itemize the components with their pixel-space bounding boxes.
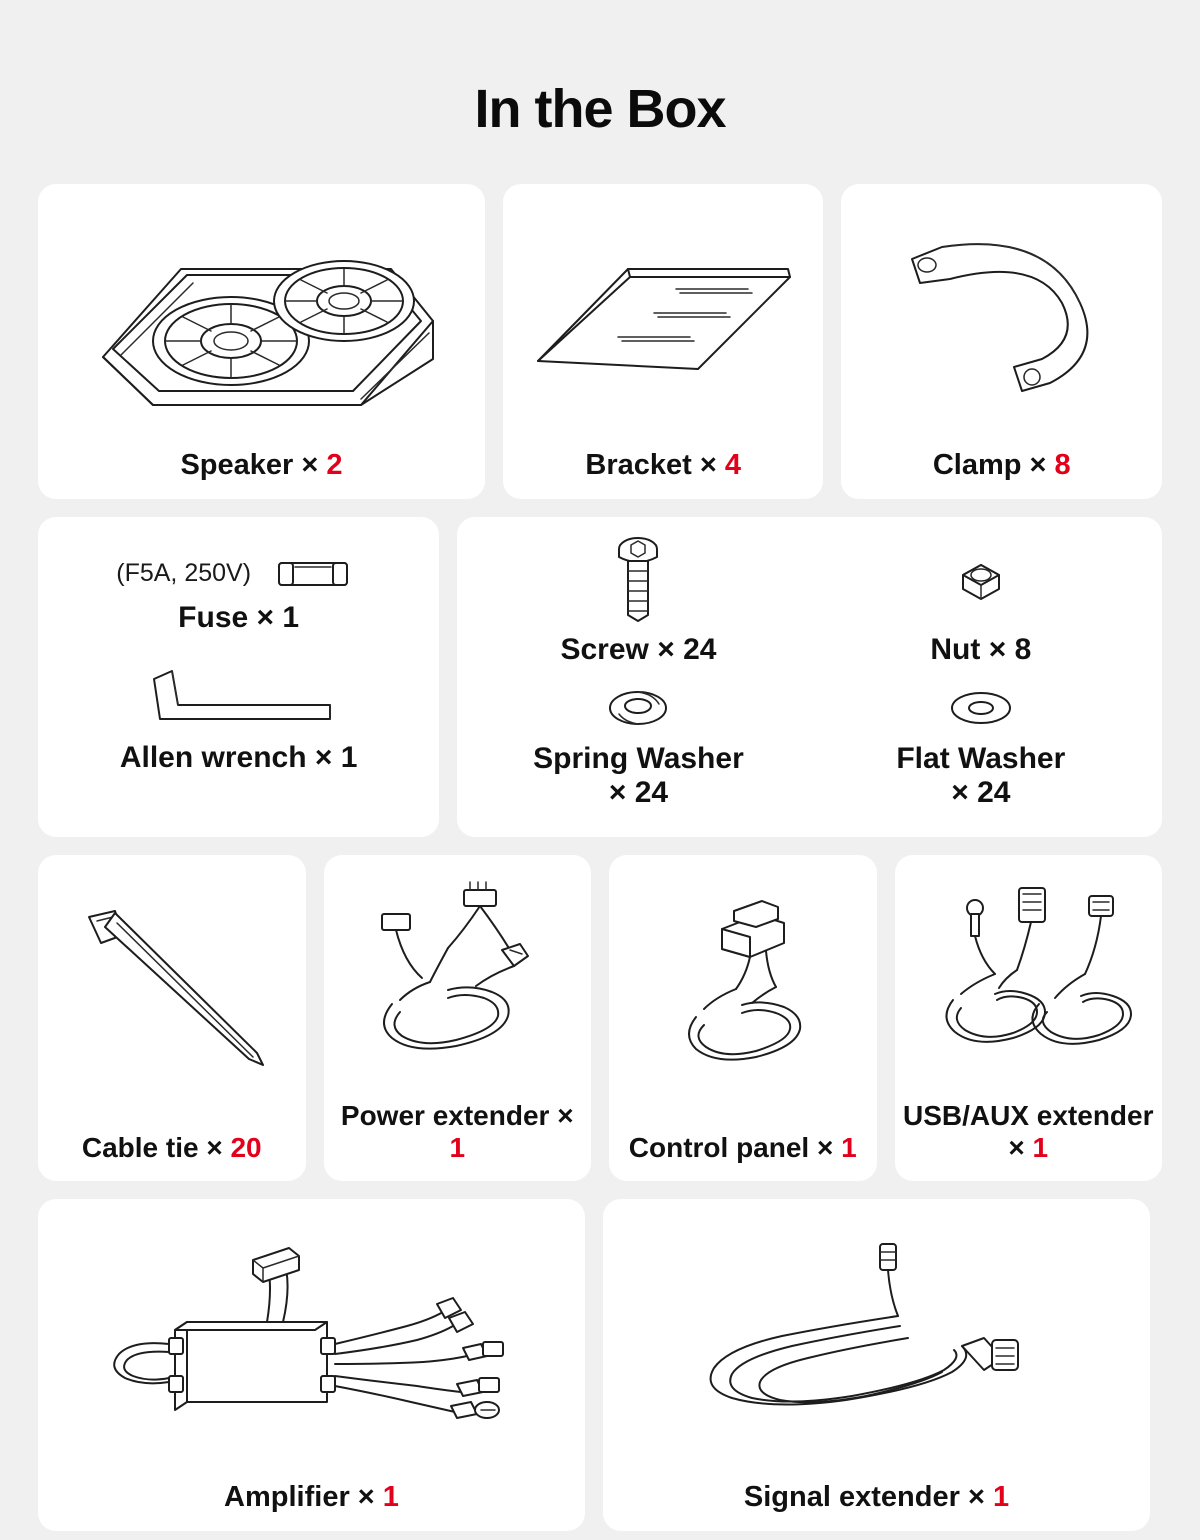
item-quantity: 24 — [683, 633, 717, 666]
item-multiplier: × — [988, 633, 1007, 666]
item-multiplier: × — [206, 1131, 223, 1163]
item-label-clamp — [841, 449, 1162, 499]
item-name: Allen wrench — [119, 741, 307, 774]
fastener-flat-washer — [810, 678, 1152, 825]
item-name: Screw — [560, 633, 649, 666]
page-title: In the Box — [474, 79, 726, 139]
item-multiplier: × — [301, 448, 319, 481]
item-label-bracket — [503, 449, 824, 499]
item-card-control-panel — [609, 855, 877, 1181]
fastener-spring-washer — [467, 678, 809, 825]
item-name: Clamp — [932, 448, 1022, 481]
item-label-amplifier — [38, 1481, 585, 1531]
item-multiplier: × — [1029, 448, 1047, 481]
item-label-allen-wrench — [120, 741, 358, 775]
item-quantity: 24 — [977, 775, 1011, 809]
item-label-flat-washer — [896, 742, 1065, 809]
item-multiplier: × — [357, 1480, 375, 1513]
item-quantity: 1 — [841, 1131, 857, 1163]
item-card-amplifier — [38, 1199, 585, 1531]
item-label-screw — [560, 633, 716, 667]
item-label-cable-tie — [38, 1132, 306, 1181]
item-quantity: 20 — [230, 1131, 262, 1163]
item-card-power-extender — [324, 855, 592, 1181]
cable-tie-icon — [38, 855, 306, 1132]
item-quantity: 8 — [1054, 448, 1071, 481]
power-extender-icon — [324, 855, 592, 1100]
item-multiplier: × — [699, 448, 717, 481]
item-name: USB/AUX extender — [902, 1100, 1154, 1132]
speaker-icon — [38, 184, 485, 449]
item-name: Nut — [930, 633, 981, 666]
nut-icon — [941, 531, 1021, 627]
row-1 — [38, 184, 1162, 499]
item-card-usb-aux-extender — [895, 855, 1163, 1181]
item-label-speaker — [38, 449, 485, 499]
item-label-usb-aux-extender — [895, 1100, 1163, 1181]
item-label-fuse — [178, 601, 299, 635]
item-quantity: 2 — [326, 448, 343, 481]
item-quantity: 1 — [382, 1480, 399, 1513]
item-label-signal-extender — [603, 1481, 1150, 1531]
item-name: Bracket — [585, 448, 692, 481]
bracket-icon — [503, 184, 824, 449]
fuse-spec-note: (F5A, 250V) — [116, 558, 252, 587]
item-name: Flat Washer — [896, 742, 1066, 775]
item-card-signal-extender — [603, 1199, 1150, 1531]
item-name: Speaker — [180, 448, 294, 481]
item-multiplier: × — [817, 1131, 834, 1163]
item-name: Power extender — [340, 1100, 550, 1132]
row-3 — [38, 855, 1162, 1181]
item-multiplier: × — [608, 775, 627, 809]
fuse-row — [38, 549, 439, 597]
item-card-fasteners — [457, 517, 1162, 837]
item-name: Spring Washer — [533, 742, 744, 775]
item-label-spring-washer — [533, 742, 744, 809]
item-card-speaker — [38, 184, 485, 499]
item-multiplier: × — [1008, 1131, 1025, 1163]
item-multiplier: × — [256, 601, 275, 634]
fastener-screw — [467, 531, 809, 678]
item-quantity: 1 — [340, 741, 358, 774]
signal-extender-icon — [603, 1199, 1150, 1481]
item-multiplier: × — [967, 1480, 985, 1513]
spring-washer-icon — [593, 678, 683, 736]
item-card-cable-tie — [38, 855, 306, 1181]
usb-aux-extender-icon — [895, 855, 1163, 1100]
item-name: Amplifier — [224, 1480, 350, 1513]
item-multiplier: × — [951, 775, 969, 809]
fastener-nut — [810, 531, 1152, 678]
allen-wrench-row — [38, 665, 439, 735]
item-quantity: 4 — [724, 448, 742, 481]
row-4 — [38, 1199, 1162, 1531]
item-name: Control panel — [628, 1131, 810, 1163]
item-card-fuse-wrench — [38, 517, 439, 837]
item-quantity: 8 — [1014, 633, 1032, 666]
item-quantity: 1 — [992, 1480, 1010, 1513]
row-2 — [38, 517, 1162, 837]
item-name: Fuse — [178, 601, 249, 634]
item-multiplier: × — [557, 1100, 574, 1132]
item-quantity: 24 — [634, 775, 669, 809]
item-card-bracket — [503, 184, 824, 499]
item-name: Signal extender — [743, 1480, 960, 1513]
allen-wrench-icon — [134, 665, 344, 735]
item-quantity: 1 — [449, 1131, 466, 1163]
item-multiplier: × — [314, 741, 333, 774]
item-label-control-panel — [609, 1132, 877, 1181]
item-name: Cable tie — [81, 1131, 199, 1163]
item-quantity: 1 — [1032, 1131, 1049, 1163]
item-multiplier: × — [657, 633, 675, 666]
amplifier-icon — [38, 1199, 585, 1481]
item-label-nut — [930, 633, 1031, 667]
flat-washer-icon — [936, 678, 1026, 736]
clamp-icon — [841, 184, 1162, 449]
screw-icon — [603, 531, 673, 627]
item-label-power-extender — [324, 1100, 592, 1181]
item-card-clamp — [841, 184, 1162, 499]
item-quantity: 1 — [282, 601, 300, 634]
fuse-icon — [265, 549, 361, 597]
control-panel-icon — [609, 855, 877, 1132]
